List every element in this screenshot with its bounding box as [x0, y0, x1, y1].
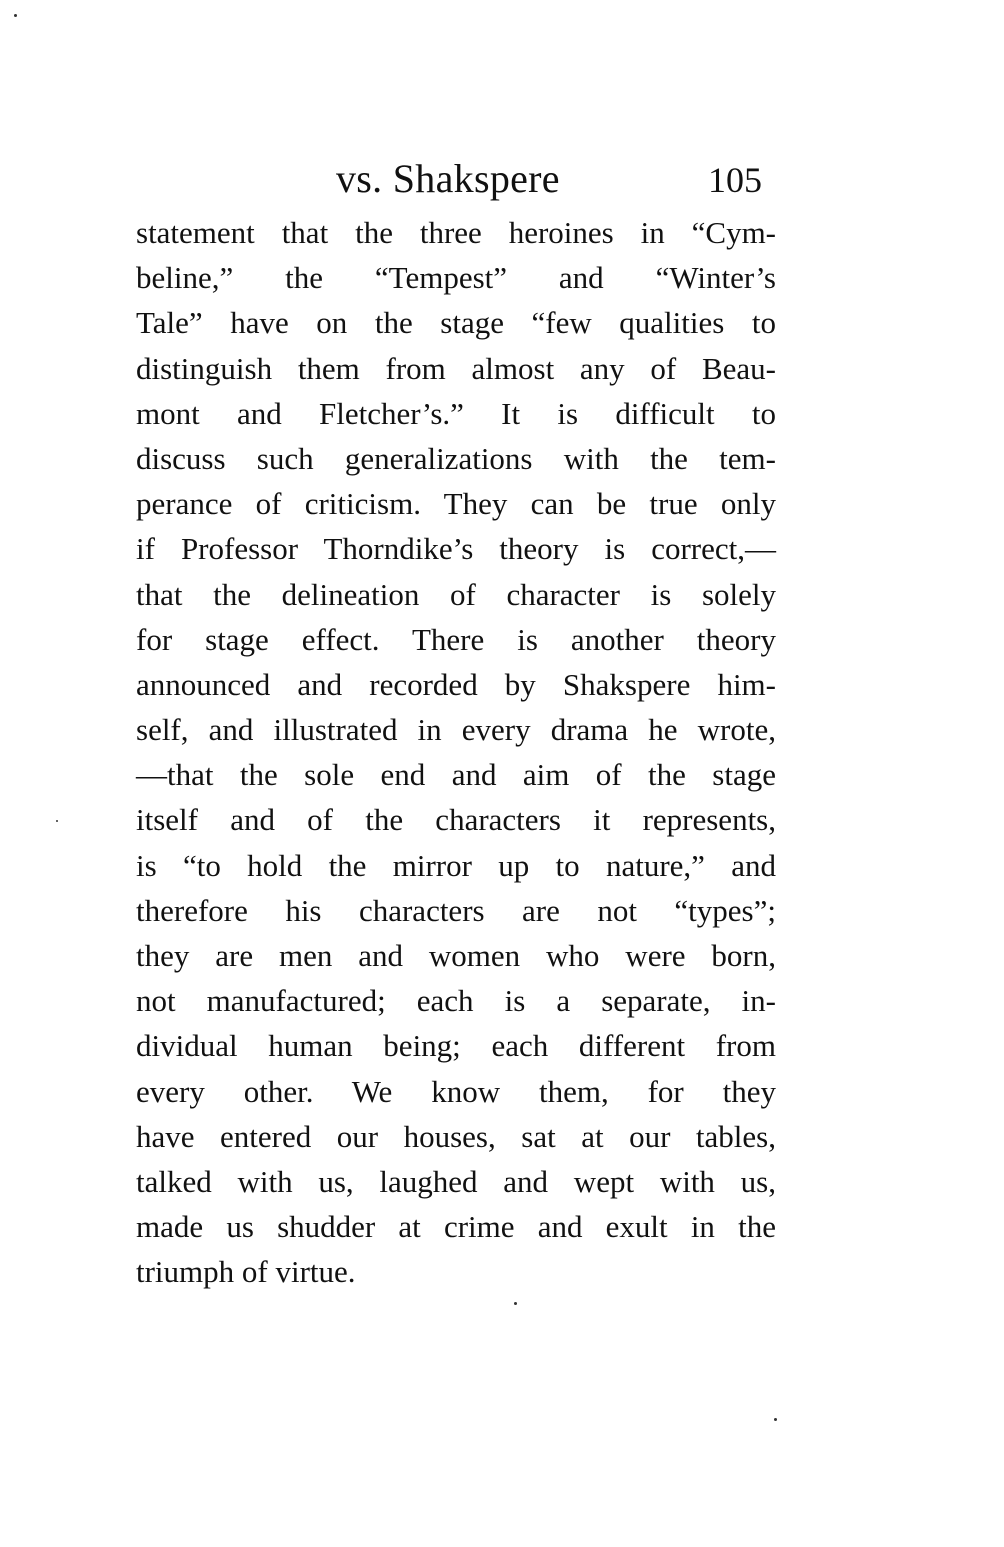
scan-speck	[774, 1418, 777, 1421]
text-line: not manufactured; each is a separate, in-	[136, 983, 776, 1019]
text-line: they are men and women who were born,	[136, 938, 776, 973]
text-line: made us shudder at crime and exult in the	[136, 1209, 776, 1245]
text-line: distinguish them from almost any of Beau-	[136, 350, 776, 386]
page-number: 105	[708, 160, 762, 200]
text-line: talked with us, laughed and wept with us,	[136, 1163, 776, 1199]
text-line: Tale” have on the stage “few qualities to	[136, 305, 776, 341]
scan-speck	[56, 820, 58, 822]
text-line-last: triumph of virtue.	[136, 1254, 356, 1290]
text-line: mont and Fletcher’s.” It is difficult to	[136, 395, 776, 431]
text-line: every other. We know them, for they	[136, 1073, 776, 1109]
running-head	[0, 155, 1004, 215]
text-line: that the delineation of character is solely	[136, 576, 776, 612]
text-line: therefore his characters are not “types”;	[136, 892, 776, 928]
running-title: vs. Shakspere	[336, 156, 560, 201]
text-line: statement that the three heroines in “Cym-	[136, 215, 776, 250]
text-line: if Professor Thorndike’s theory is correct,—	[136, 531, 776, 567]
text-line: announced and recorded by Shakspere him-	[136, 666, 776, 702]
text-line: is “to hold the mirror up to nature,” and	[136, 847, 776, 883]
text-line: discuss such generalizations with the tem-	[136, 440, 776, 476]
text-line: perance of criticism. They can be true only	[136, 486, 776, 522]
scan-speck	[14, 14, 17, 17]
text-line: —that the sole end and aim of the stage	[136, 757, 776, 793]
text-line: have entered our houses, sat at our tables,	[136, 1118, 776, 1154]
text-line: itself and of the characters it represents,	[136, 802, 776, 838]
text-line: for stage effect. There is another theory	[136, 621, 776, 657]
body-paragraph	[136, 210, 776, 1295]
text-line: dividual human being; each different from	[136, 1028, 776, 1064]
scan-speck	[514, 1302, 517, 1305]
text-line: beline,” the “Tempest” and “Winter’s	[136, 260, 776, 296]
text-line: self, and illustrated in every drama he wrote,	[136, 712, 776, 748]
